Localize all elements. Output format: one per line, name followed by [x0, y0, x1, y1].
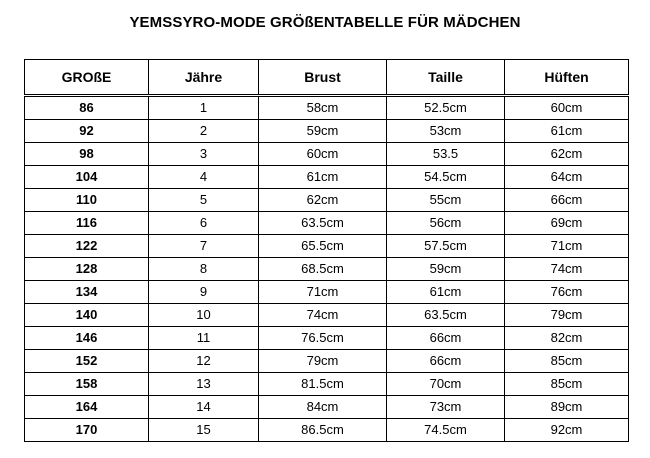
header-hips: Hüften — [505, 60, 629, 96]
cell-waist: 66cm — [387, 327, 505, 350]
cell-hips: 85cm — [505, 350, 629, 373]
cell-waist: 54.5cm — [387, 166, 505, 189]
cell-size: 116 — [25, 212, 149, 235]
cell-hips: 76cm — [505, 281, 629, 304]
cell-chest: 76.5cm — [259, 327, 387, 350]
cell-chest: 86.5cm — [259, 419, 387, 442]
cell-waist: 70cm — [387, 373, 505, 396]
cell-chest: 71cm — [259, 281, 387, 304]
cell-age: 5 — [149, 189, 259, 212]
cell-age: 12 — [149, 350, 259, 373]
cell-hips: 71cm — [505, 235, 629, 258]
cell-chest: 63.5cm — [259, 212, 387, 235]
cell-chest: 74cm — [259, 304, 387, 327]
cell-waist: 53cm — [387, 120, 505, 143]
cell-chest: 59cm — [259, 120, 387, 143]
table-row — [25, 258, 629, 281]
cell-waist: 53.5 — [387, 143, 505, 166]
table-row — [25, 350, 629, 373]
table-row — [25, 120, 629, 143]
cell-age: 4 — [149, 166, 259, 189]
cell-hips: 79cm — [505, 304, 629, 327]
cell-size: 158 — [25, 373, 149, 396]
cell-hips: 82cm — [505, 327, 629, 350]
cell-waist: 57.5cm — [387, 235, 505, 258]
cell-age: 2 — [149, 120, 259, 143]
cell-size: 104 — [25, 166, 149, 189]
header-age: Jähre — [149, 60, 259, 96]
cell-size: 86 — [25, 96, 149, 120]
cell-hips: 85cm — [505, 373, 629, 396]
cell-age: 11 — [149, 327, 259, 350]
cell-hips: 66cm — [505, 189, 629, 212]
cell-age: 6 — [149, 212, 259, 235]
cell-hips: 69cm — [505, 212, 629, 235]
table-row — [25, 143, 629, 166]
cell-size: 110 — [25, 189, 149, 212]
cell-waist: 59cm — [387, 258, 505, 281]
cell-age: 3 — [149, 143, 259, 166]
cell-hips: 89cm — [505, 396, 629, 419]
header-size: GROßE — [25, 60, 149, 96]
cell-age: 14 — [149, 396, 259, 419]
cell-size: 140 — [25, 304, 149, 327]
cell-age: 13 — [149, 373, 259, 396]
cell-waist: 66cm — [387, 350, 505, 373]
cell-size: 152 — [25, 350, 149, 373]
cell-chest: 60cm — [259, 143, 387, 166]
cell-chest: 65.5cm — [259, 235, 387, 258]
cell-age: 15 — [149, 419, 259, 442]
cell-waist: 73cm — [387, 396, 505, 419]
header-chest: Brust — [259, 60, 387, 96]
table-row — [25, 373, 629, 396]
table-body — [25, 96, 629, 442]
cell-hips: 74cm — [505, 258, 629, 281]
cell-chest: 68.5cm — [259, 258, 387, 281]
cell-waist: 74.5cm — [387, 419, 505, 442]
cell-size: 170 — [25, 419, 149, 442]
cell-chest: 61cm — [259, 166, 387, 189]
cell-age: 9 — [149, 281, 259, 304]
page-title: YEMSSYRO-MODE GRÖßENTABELLE FÜR MÄDCHEN — [129, 14, 521, 31]
header-waist: Taille — [387, 60, 505, 96]
cell-chest: 84cm — [259, 396, 387, 419]
size-chart-table — [24, 59, 629, 442]
cell-hips: 64cm — [505, 166, 629, 189]
table-row — [25, 327, 629, 350]
table-row — [25, 166, 629, 189]
table-row — [25, 189, 629, 212]
table-row — [25, 396, 629, 419]
cell-size: 92 — [25, 120, 149, 143]
cell-size: 128 — [25, 258, 149, 281]
table-row — [25, 419, 629, 442]
cell-hips: 60cm — [505, 96, 629, 120]
table-row — [25, 212, 629, 235]
cell-hips: 61cm — [505, 120, 629, 143]
table-row — [25, 281, 629, 304]
table-row — [25, 304, 629, 327]
cell-hips: 92cm — [505, 419, 629, 442]
table-row — [25, 96, 629, 120]
cell-age: 8 — [149, 258, 259, 281]
table-row — [25, 235, 629, 258]
cell-hips: 62cm — [505, 143, 629, 166]
cell-chest: 81.5cm — [259, 373, 387, 396]
cell-age: 7 — [149, 235, 259, 258]
cell-size: 122 — [25, 235, 149, 258]
cell-waist: 56cm — [387, 212, 505, 235]
cell-size: 146 — [25, 327, 149, 350]
cell-chest: 58cm — [259, 96, 387, 120]
table-header-row — [25, 60, 629, 96]
cell-age: 10 — [149, 304, 259, 327]
cell-size: 164 — [25, 396, 149, 419]
cell-size: 98 — [25, 143, 149, 166]
cell-waist: 55cm — [387, 189, 505, 212]
cell-waist: 61cm — [387, 281, 505, 304]
cell-waist: 63.5cm — [387, 304, 505, 327]
cell-chest: 79cm — [259, 350, 387, 373]
cell-age: 1 — [149, 96, 259, 120]
cell-size: 134 — [25, 281, 149, 304]
cell-chest: 62cm — [259, 189, 387, 212]
cell-waist: 52.5cm — [387, 96, 505, 120]
